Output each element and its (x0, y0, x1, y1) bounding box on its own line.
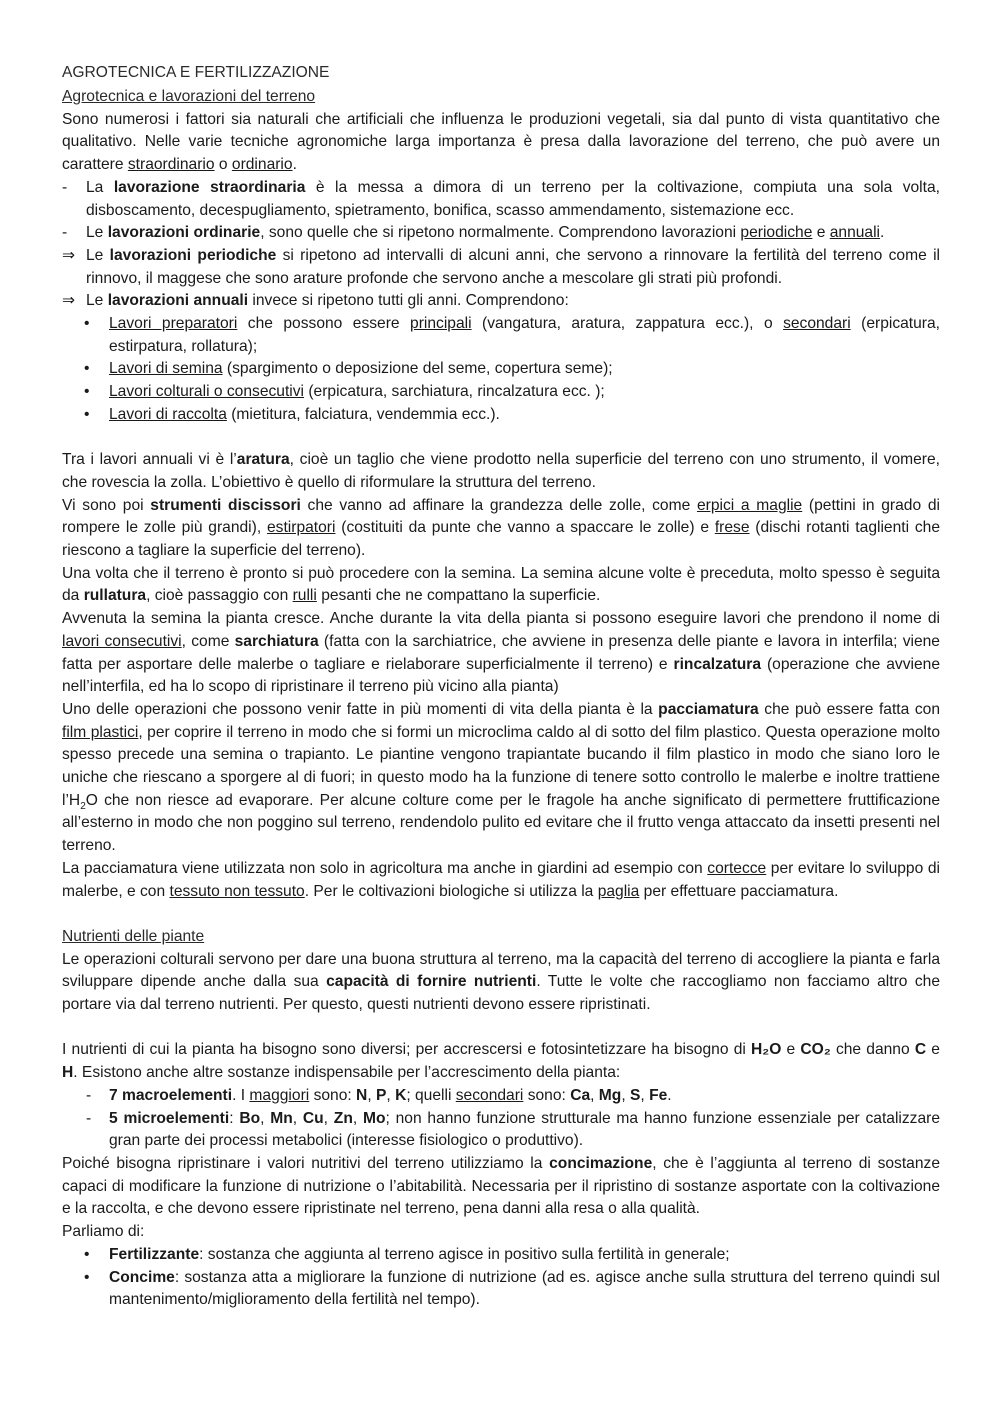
list-item-lavorazioni-ordinarie: - Le lavorazioni ordinarie, sono quelle che si ripetono normalmente. Comprendono lavorazioni periodiche e annuali. (62, 222, 940, 245)
list-item-macroelementi: - 7 macroelementi. I maggiori sono: N, P, K; quelli secondari sono: Ca, Mg, S, Fe. (62, 1085, 940, 1108)
bullet-item-fertilizzante: • Fertilizzante: sostanza che aggiunta al terreno agisce in positivo sulla fertilità in generale; (62, 1244, 940, 1267)
bullet-item-lavori-colturali: • Lavori colturali o consecutivi (erpicatura, sarchiatura, rincalzatura ecc. ); (62, 381, 940, 404)
bullet-icon: • (84, 1245, 90, 1263)
paragraph-pacciamatura: Uno delle operazioni che possono venir fatte in più momenti di vita della pianta è la pacciamatura che può essere fatta con film plastici, per coprire il terreno in modo che si formi un microclima caldo al di sotto del film plastico. Questa operazione molto spesso precede una semina o trapianto. Le piantine vengono trapiantate bucando il film plastico in modo che siano loro le uniche che riescano a sporgere al di fuori; in questo modo ha la funzione di tenere sotto controllo le malerbe e inoltre trattiene $l’H_2O$ che non riesce ad evaporare. Per alcune colture come per le fragole ha anche significato di permettere fruttificazione all’esterno in modo che non poggino sul terreno, rendendolo pulito ed evitare che il frutto venga attaccato da insetti presenti nel terreno. (62, 700, 940, 855)
document-page (62, 60, 940, 1312)
spacer (62, 903, 940, 926)
paragraph-semina: Una volta che il terreno è pronto si può procedere con la semina. La semina alcune volte è preceduta, molto spesso è seguita da rullatura, cioè passaggio con rulli pesanti che ne compattano la superficie. (62, 564, 940, 605)
bullet-item-lavori-raccolta: • Lavori di raccolta (mietitura, falciatura, vendemmia ecc.). (62, 404, 940, 427)
bullet-icon: • (84, 1268, 90, 1286)
bullet-icon: • (84, 405, 90, 423)
document-title: AGROTECNICA E FERTILIZZAZIONE (62, 64, 330, 81)
bullet-item-lavori-preparatori: • Lavori preparatori che possono essere principali (vangatura, aratura, zappatura ecc.), o secondari (erpicatura, estirpatura, rollatura); (84, 315, 941, 355)
paragraph-lavori-consecutivi: Avvenuta la semina la pianta cresce. Anche durante la vita della pianta si possono eseguire lavori che prendono il nome di lavori consecutivi, come sarchiatura (fatta con la sarchiatrice, che avviene in presenza delle piante e lavora in interfila; viene fatta per asportare delle malerbe o tagliare e rielaborare superficialmente il terreno) e rincalzatura (operazione che avviene nell’interfila, ed ha lo scopo di ripristinare il terreno più vicino alla pianta) (62, 610, 941, 696)
paragraph-concimazione: Poiché bisogna ripristinare i valori nutritivi del terreno utilizziamo la concimazione, che è l’aggiunta al terreno di sostanze capaci di modificare la funzione di nutrizione o l’abitabilità. Necessaria per il ripristino di sostanze asportate con la coltivazione e la raccolta, e che devono essere ripristinate nel terreno, pena danni alla resa o alla qualità. (62, 1155, 940, 1218)
spacer (62, 427, 940, 450)
bullet-icon: • (84, 315, 90, 333)
paragraph-aratura: Tra i lavori annuali vi è l’aratura, cioè un taglio che viene prodotto nella superficie del terreno con uno strumento, il vomere, che rovescia la zolla. L’obiettivo è quello di riformulare la struttura del terreno. (62, 451, 940, 491)
section-heading-nutrienti: Nutrienti delle piante (62, 927, 205, 945)
list-item-lavorazione-straordinaria: - La lavorazione straordinaria è la messa a dimora di un terreno per la coltivazione, compiuta una sola volta, disboscamento, decespugliamento, spietramento, bonifica, scasso ammendamento, sistemazione ecc. (62, 178, 940, 219)
paragraph-pacciamatura-giardini: La pacciamatura viene utilizzata non solo in agricoltura ma anche in giardini ad esempio con cortecce per evitare lo sviluppo di malerbe, e con tessuto non tessuto. Per le coltivazioni biologiche si utilizza la paglia per effettuare pacciamatura. (62, 859, 940, 900)
dash-marker: - (62, 224, 68, 242)
paragraph-strumenti-discissori: Vi sono poi strumenti discissori che vanno ad affinare la grandezza delle zolle, come erpici a maglie (pettini in grado di rompere le zolle più grandi), estirpatori (costituiti da punte che vanno a spaccare le zolle) e frese (dischi rotanti taglienti che riescono a tagliare la superficie del terreno). (62, 496, 941, 560)
paragraph-nutrienti-intro: Le operazioni colturali servono per dare una buona struttura al terreno, ma la capacità del terreno di accogliere la pianta e farla svilupparе dipende anche dalla sua capacità di fornire nutrienti. Tutte le volte che raccogliamo non facciamo altro che portare via dal terreno nutrienti. Per questo, questi nutrienti devono essere ripristinati. (62, 950, 940, 1014)
arrow-right-icon: ⇒ (62, 292, 76, 310)
bullet-item-lavori-semina: • Lavori di semina (spargimento o deposizione del seme, copertura seme); (62, 358, 940, 381)
list-item-lavorazioni-periodiche: ⇒ Le lavorazioni periodiche si ripetono ad intervalli di alcuni anni, che servono a rinnovare la fertilità del terreno come il rinnovo, il maggese che sono arature profonde che servono anche a mescolare gli strati più profondi. (62, 246, 940, 287)
paragraph-intro: Sono numerosi i fattori sia naturali che artificiali che influenza le produzioni vegetali, sia dal punto di vista quantitativo che qualitativo. Nelle varie tecniche agronomiche larga importanza è presa dalla lavorazione del terreno, che può avere un carattere straordinario o ordinario. (62, 110, 940, 174)
bullet-icon: • (84, 360, 90, 378)
spacer (62, 1017, 940, 1040)
paragraph-parliamo-di: Parliamo di: (62, 1223, 145, 1241)
dash-marker: - (86, 1109, 92, 1127)
dash-marker: - (62, 178, 68, 196)
list-item-microelementi: - 5 microelementi: Bo, Mn, Cu, Zn, Mo; non hanno funzione strutturale ma hanno funzione essenziale per catalizzare gran parte dei processi metabolici (interesse fisiologico o produttivo). (86, 1109, 941, 1150)
list-item-lavorazioni-annuali: ⇒ Le lavorazioni annuali invece si ripetono tutti gli anni. Comprendono: (62, 290, 940, 313)
dash-marker: - (86, 1086, 92, 1104)
section-heading-agrotecnica: Agrotecnica e lavorazioni del terreno (62, 88, 316, 105)
bullet-item-concime: • Concime: sostanza atta a migliorare la funzione di nutrizione (ad es. agisce anche sulla struttura del terreno quindi sul mantenimento/miglioramento della fertilità nel tempo). (84, 1268, 940, 1309)
paragraph-nutrienti-bisogno: I nutrienti di cui la pianta ha bisogno sono diversi; per accrescersi e fotosintetizzare ha bisogno di H₂O e CO₂ che danno C e H. Esistono anche altre sostanze indispensabile per l’accrescimento della pianta: (62, 1041, 940, 1082)
bullet-icon: • (84, 383, 90, 401)
arrow-right-icon: ⇒ (62, 246, 76, 264)
